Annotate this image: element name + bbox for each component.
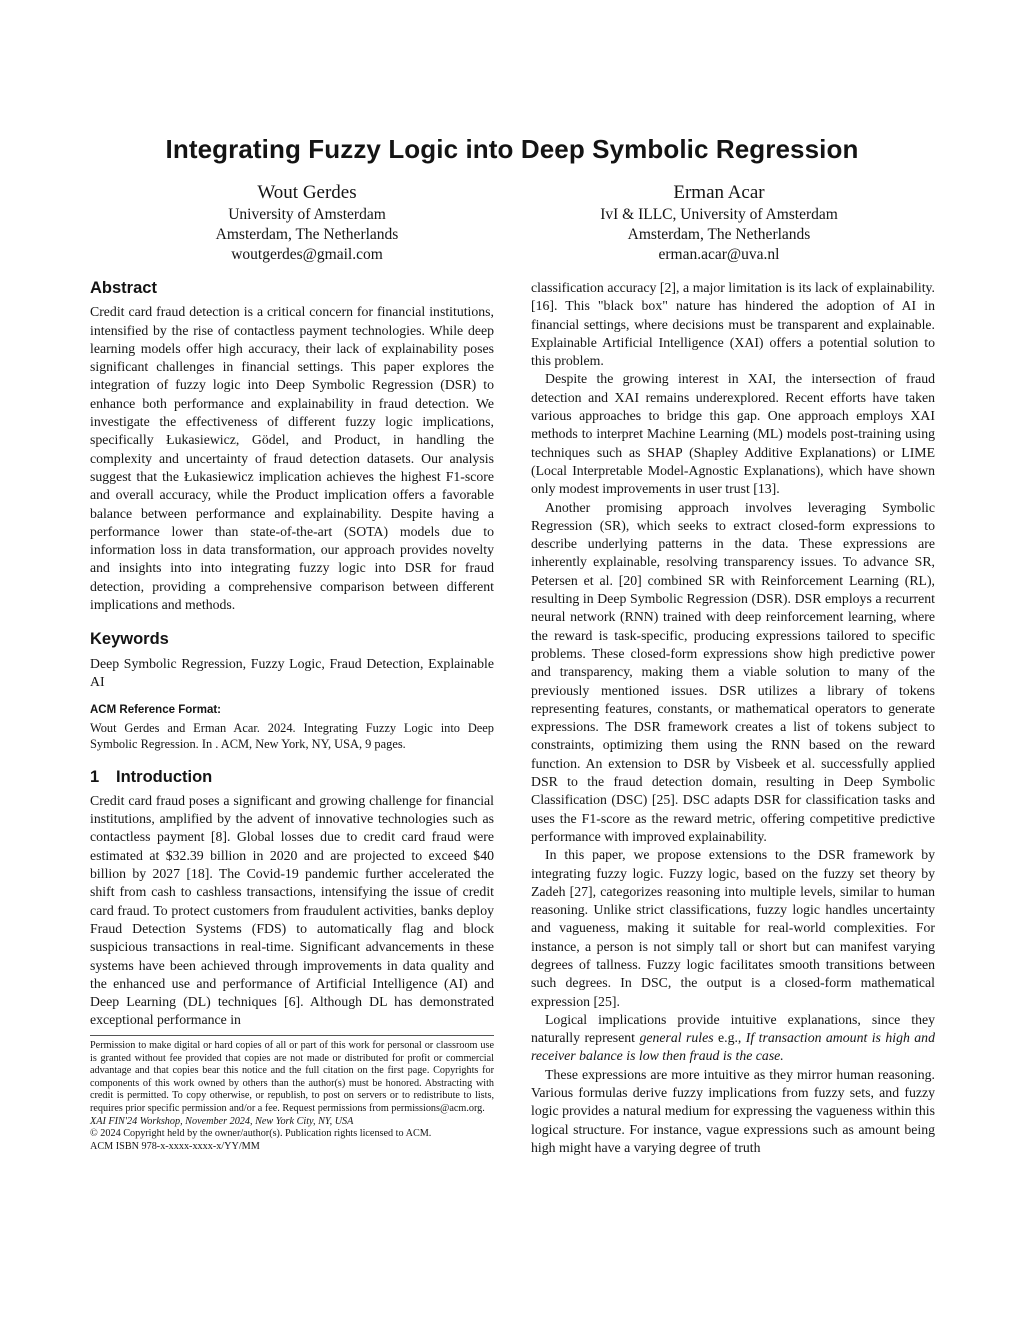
isbn-line: ACM ISBN 978-x-xxxx-xxxx-x/YY/MM [90, 1140, 260, 1152]
text-run: e.g., [713, 1030, 746, 1046]
footnote [90, 1040, 494, 1153]
body-paragraph [531, 1011, 935, 1066]
body-paragraph: In this paper, we propose extensions to the DSR framework by integrating fuzzy logic. Fuzzy logic, based on the fuzzy set theory by Zadeh [27], categorizes reasoning into multiple levels, similar to human reasoning. Unlike strict classifications, fuzzy logic handles uncertainty and vagueness, making it suitable for real-world complexities. For instance, a person is not simply tall or short but can manifest varying degrees of tallness. Fuzzy logic facilitates smooth transitions between such degrees. In DSC, the output is a closed-form mathematical expression [25]. [531, 847, 935, 1009]
introduction-heading [90, 768, 494, 786]
body-paragraph: Despite the growing interest in XAI, the intersection of fraud detection and XAI remains underexplored. Recent efforts have taken various approaches to bridge this gap. One approach employs XAI methods to interpret Machine Learning (ML) models post-training using techniques such as SHAP (Shapley Additive Explanations) or LIME (Local Interpretable Model-Agnostic Explanations), which have shown only modest improvements in user trust [13]. [531, 371, 935, 497]
emphasis-text: If transaction amount is high and receiver balance is low then fraud is the case. [531, 1030, 935, 1064]
introduction-paragraph: Credit card fraud poses a significant and growing challenge for financial institutions, amplified by the advent of innovative technologies such as contactless payment [8]. Global losses due to credit card fraud were estimated at $32.39 billion in 2020 and are projected to exceed $40 billion by 2027 [18]. The Covid-19 pandemic further accelerated the shift from cash to cashless transactions, intensifying the issue of credit card fraud. To protect customers from fraudulent activities, banks deploy Fraud Detection Systems (FDS) to automatically flag and block suspicious transactions in real-time. Significant advancements in these systems have been achieved through improvements in data quality and the enhanced use and performance of Artificial Intelligence (AI) and Deep Learning (DL) techniques [6]. Although DL has demonstrated exceptional performance in [90, 792, 494, 1028]
body-paragraph: Another promising approach involves leveraging Symbolic Regression (SR), which seeks to extract closed-form expressions to describe underlying patterns in the data. These expressions are inherently explainable, resolving transparency issues. To advance SR, Petersen et al. [20] combined SR with Reinforcement Learning (RL), resulting in Deep Symbolic Regression (DSR). DSR employs a recurrent neural network (RNN) trained with deep reinforcement learning, where the reward is task-specific, producing expressions tailored to specific problems. These closed-form expressions show high predictive power and transparency, making them a viable solution to many of the previously mentioned issues. DSR utilizes a library of tokens representing features, constants, or mathematical operators to generate expressions. The DSR framework creates a list of tokens subject to constraints, optimizing them using the RNN based on the reward function. An extension to DSR by Visbeek et al. successfully applied DSR to the fraud detection domain, resulting in Deep Symbolic Classification (DSC) [25]. DSC adapts DSR for classification tasks and uses the F1-score as the reward metric, offering competitive predictive performance with improved explainability. [531, 499, 935, 844]
left-column [90, 279, 494, 1030]
keywords-text: Deep Symbolic Regression, Fuzzy Logic, Fraud Detection, Explainable AI [90, 655, 494, 689]
author-email: woutgerdes@gmail.com [231, 246, 383, 263]
acm-reference-text: Wout Gerdes and Erman Acar. 2024. Integrating Fuzzy Logic into Deep Symbolic Regression. In . ACM, New York, NY, USA, 9 pages. [90, 720, 494, 751]
keywords-heading: Keywords [90, 630, 169, 649]
paper-title: Integrating Fuzzy Logic into Deep Symbolic Regression [165, 134, 859, 164]
author-location: Amsterdam, The Netherlands [627, 226, 811, 243]
author-block-2 [539, 181, 899, 265]
arxiv-stamp-margin [24, 366, 68, 926]
footnote-rule [90, 1035, 494, 1036]
author-location: Amsterdam, The Netherlands [215, 226, 399, 243]
permission-notice: Permission to make digital or hard copies of all or part of this work for personal or classroom use is granted without fee provided that copies are not made or distributed for profit or commercial advantage and that copies bear this notice and the full citation on the first page. Copyrights for components of this work owned by others than the author(s) must be honored. Abstracting with credit is permitted. To copy otherwise, or republish, to post on servers or to redistribute to lists, requires prior specific permission and/or a fee. Request permissions from permissions@acm.org. [90, 1040, 494, 1114]
author-name: Erman Acar [673, 182, 765, 203]
author-block-1 [127, 181, 487, 265]
author-email: erman.acar@uva.nl [658, 246, 780, 263]
section-number: 1 [90, 767, 100, 786]
body-paragraph: classification accuracy [2], a major limitation is its lack of explainability. [16]. This "black box" nature has hindered the adoption of AI in financial settings, where decisions must be transparent and explainable. Explainable Artificial Intelligence (XAI) offers a potential solution to this problem. [531, 280, 935, 369]
abstract-text: Credit card fraud detection is a critical concern for financial institutions, intensified by the rise of contactless payment technologies. While deep learning models offer high accuracy, their lack of explainability poses significant challenges in financial settings. This paper explores the integration of fuzzy logic into Deep Symbolic Regression (DSR) to enhance both performance and explainability in fraud detection. We investigate the effectiveness of different fuzzy logic implications, specifically Łukasiewicz, Gödel, and Product, in handling the complexity and uncertainty of fraud detection datasets. Our analysis suggest that the Łukasiewicz implication achieves the highest F1-score and overall accuracy, while the Product implication offers a favorable balance between performance and explainability. Despite having a performance lower than state-of-the-art (SOTA) models due to information loss in data transformation, our approach provides novelty and insights into into integrating fuzzy logic into DSR for fraud detection, providing a comprehensive comparison between different implications and methods. [90, 304, 494, 613]
venue-line: XAI FIN'24 Workshop, November 2024, New York City, NY, USA [90, 1115, 354, 1127]
section-title: Introduction [116, 767, 213, 786]
copyright-line: © 2024 Copyright held by the owner/author(s). Publication rights licensed to ACM. [90, 1128, 432, 1140]
author-affiliation: IvI & ILLC, University of Amsterdam [600, 206, 838, 223]
acm-reference-heading: ACM Reference Format: [90, 704, 221, 717]
author-affiliation: University of Amsterdam [228, 206, 386, 223]
author-name: Wout Gerdes [257, 182, 357, 203]
emphasis-text: general rules [639, 1030, 714, 1046]
right-column [531, 279, 935, 1157]
text-run: Logical implications provide intuitive explanations, since they naturally represent [531, 1011, 935, 1046]
body-paragraph: These expressions are more intuitive as they mirror human reasoning. Various formulas derive fuzzy implications from fuzzy sets, and fuzzy logic provides a natural medium for expressing the vagueness within this logical structure. For instance, vague expressions such as amount being high might have a varying degree of truth [531, 1066, 935, 1155]
abstract-heading: Abstract [90, 279, 157, 297]
